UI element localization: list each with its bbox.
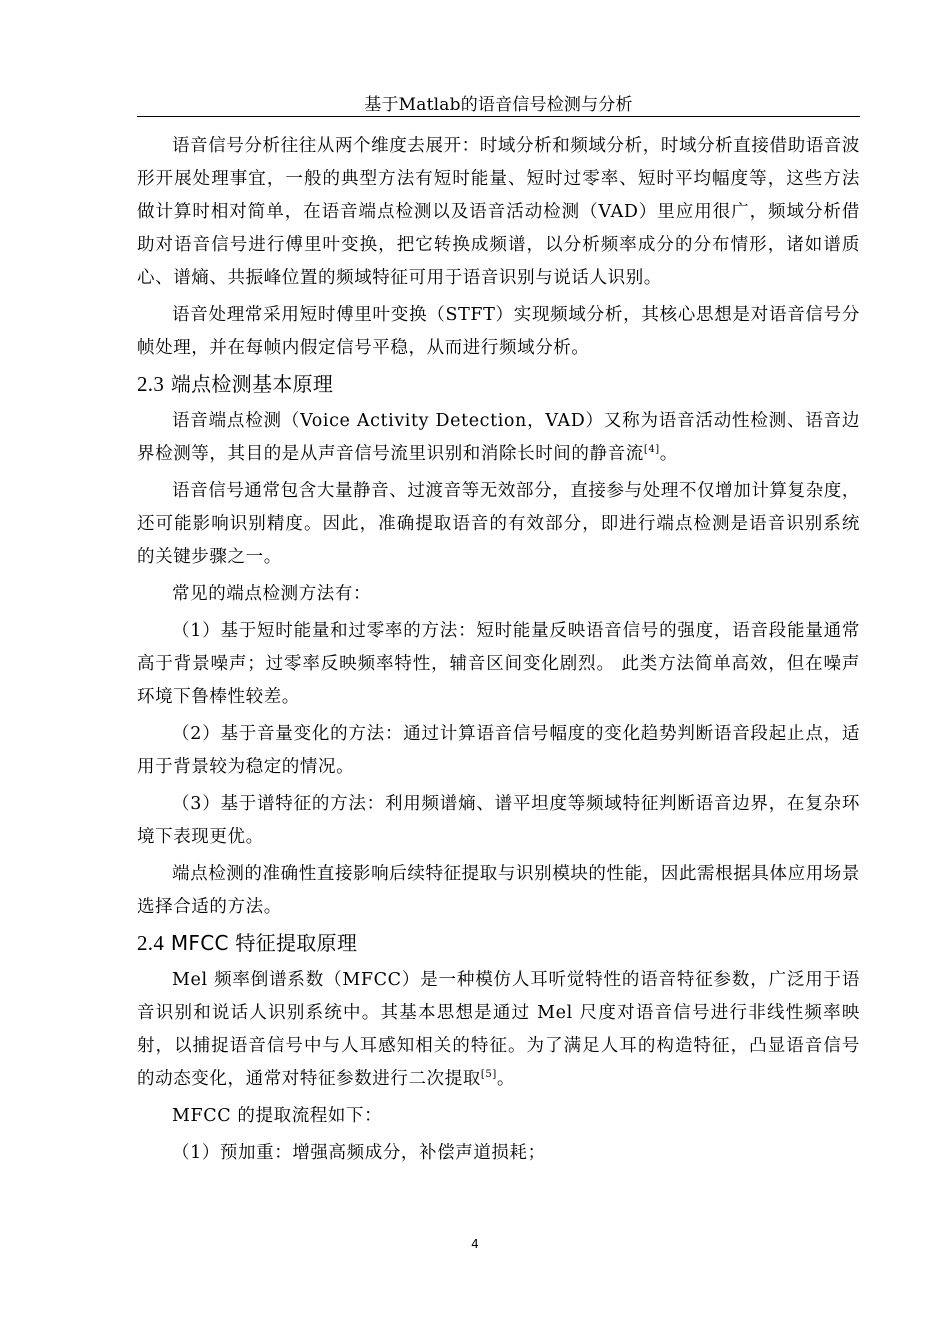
citation-ref: [4] [643, 444, 660, 456]
header-rule [137, 116, 860, 117]
paragraph-end: 。 [496, 1069, 515, 1089]
paragraph-time-frequency-analysis: 语音信号分析往往从两个维度去展开：时域分析和频域分析，时域分析直接借助语音波形开展处理事宜，一般的典型方法有短时能量、短时过零率、短时平均幅度等，这些方法做计算时相对简单，在语音端点检测以及语音活动检测（VAD）里应用很广，频域分析借助对语音信号进行傅里叶变换，把它转换成频谱，以分析频率成分的分布情形，诸如谱质心、谱熵、共振峰位置的频域特征可用于语音识别与说话人识别。 [137, 136, 860, 288]
paragraph-text: Mel 频率倒谱系数（MFCC）是一种模仿人耳听觉特性的语音特征参数，广泛用于语音识别和说话人识别系统中。其基本思想是通过 Mel 尺度对语音信号进行非线性频率映射，以捕捉语音信号中与人耳感知相关的特征。为了满足人耳的构造特征，凸显语音信号的动态变化，通常对特征参数进行二次提取 [137, 970, 860, 1089]
section-heading-2-3 [137, 367, 860, 401]
list-item-method-1: （1）基于短时能量和过零率的方法：短时能量反映语音信号的强度，语音段能量通常高于背景噪声；过零率反映频率特性，辅音区间变化剧烈。 此类方法简单高效，但在噪声环境下鲁棒性较差。 [137, 621, 860, 707]
section-title: MFCC 特征提取原理 [170, 931, 358, 955]
section-heading-2-4 [137, 926, 860, 960]
list-item-method-2: （2）基于音量变化的方法：通过计算语音信号幅度的变化趋势判断语音段起止点，适用于背景较为稳定的情况。 [137, 724, 860, 777]
paragraph-stft: 语音处理常采用短时傅里叶变换（STFT）实现频域分析，其核心思想是对语音信号分帧处理，并在每帧内假定信号平稳，从而进行频域分析。 [137, 305, 860, 358]
section-number: 2.3 [137, 372, 165, 396]
paragraph-text: 语音端点检测（Voice Activity Detection，VAD）又称为语音活动性检测、语音边界检测等，其目的是从声音信号流里识别和消除长时间的静音流 [137, 411, 860, 464]
paragraph-mfcc-definition [137, 964, 860, 1096]
body-content [137, 130, 860, 1170]
paragraph-methods-intro: 常见的端点检测方法有： [172, 584, 372, 604]
paragraph-vad-conclusion: 端点检测的准确性直接影响后续特征提取与识别模块的性能，因此需根据具体应用场景选择合适的方法。 [137, 864, 860, 917]
citation-ref: [5] [480, 1069, 497, 1081]
paragraph-vad-definition [137, 405, 860, 471]
list-item-method-3: （3）基于谱特征的方法：利用频谱熵、谱平坦度等频域特征判断语音边界，在复杂环境下表现更优。 [137, 794, 860, 847]
running-header: 基于Matlab的语音信号检测与分析 [364, 95, 633, 115]
paragraph-vad-importance: 语音信号通常包含大量静音、过渡音等无效部分，直接参与处理不仅增加计算复杂度，还可能影响识别精度。因此，准确提取语音的有效部分，即进行端点检测是语音识别系统的关键步骤之一。 [137, 481, 860, 567]
paragraph-mfcc-flow: MFCC 的提取流程如下： [172, 1106, 383, 1126]
paragraph-end: 。 [659, 444, 678, 464]
page-number: 4 [471, 1237, 479, 1251]
section-number: 2.4 [137, 931, 165, 955]
section-title: 端点检测基本原理 [170, 372, 334, 396]
list-item-step-1: （1）预加重：增强高频成分，补偿声道损耗； [172, 1143, 546, 1163]
